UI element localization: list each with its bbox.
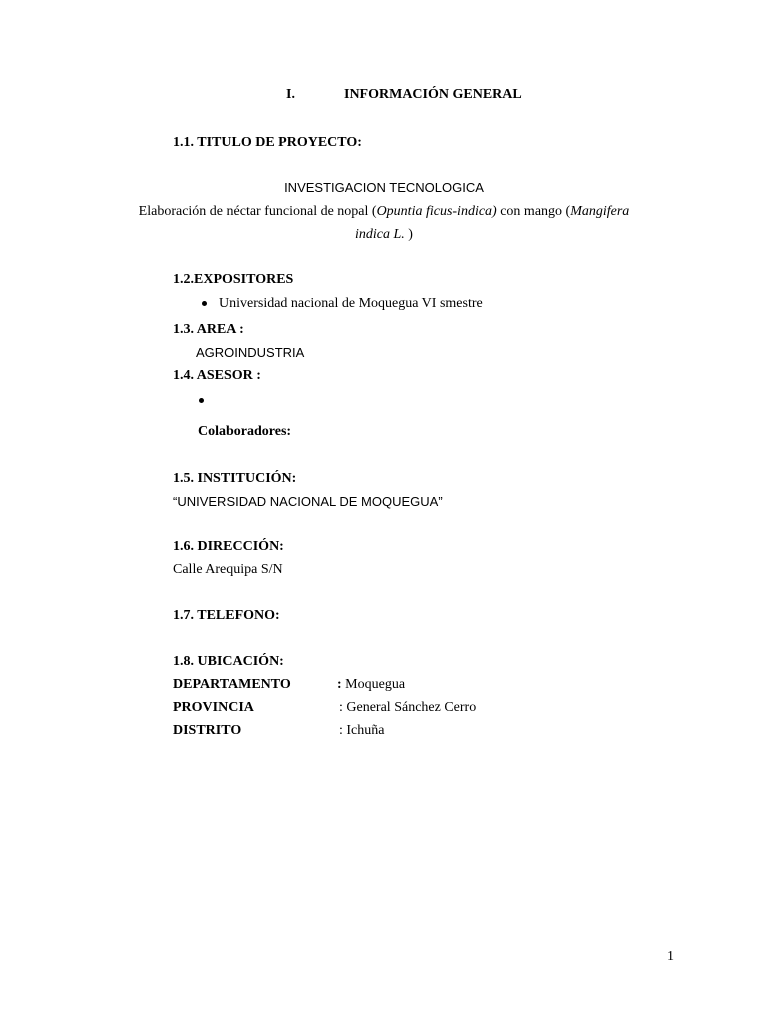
- project-type: INVESTIGACION TECNOLOGICA: [284, 180, 484, 195]
- species-name-mango-part2: indica L.: [355, 227, 405, 242]
- section-1-1-heading: 1.1. TITULO DE PROYECTO:: [173, 135, 362, 150]
- project-title-text-c: ): [404, 227, 413, 242]
- project-title-text-b: con mango (: [496, 204, 571, 219]
- expositor-item: Universidad nacional de Moquegua VI smestre: [219, 296, 483, 311]
- section-number: I.: [286, 87, 295, 102]
- species-name-nopal: Opuntia ficus-indica): [376, 204, 497, 219]
- bullet-icon: [199, 398, 204, 403]
- department-label: DEPARTAMENTO: [173, 677, 291, 692]
- project-title-line2: [0, 226, 768, 244]
- district-label: DISTRITO: [173, 723, 242, 738]
- province-value: : General Sánchez Cerro: [339, 700, 477, 715]
- address-value: Calle Arequipa S/N: [173, 562, 283, 577]
- district-value: : Ichuña: [339, 723, 385, 738]
- project-title-line1: [0, 203, 768, 221]
- department-value: [337, 676, 405, 694]
- collaborators-label: Colaboradores:: [198, 424, 292, 439]
- section-1-8-heading: 1.8. UBICACIÓN:: [173, 654, 284, 669]
- institution-value: “UNIVERSIDAD NACIONAL DE MOQUEGUA”: [173, 494, 443, 509]
- project-title-text-a: Elaboración de néctar funcional de nopal (: [138, 204, 377, 219]
- section-1-5-heading: 1.5. INSTITUCIÓN:: [173, 471, 297, 486]
- province-label: PROVINCIA: [173, 700, 254, 715]
- page-title: INFORMACIÓN GENERAL: [344, 87, 522, 102]
- bullet-icon: [202, 301, 207, 306]
- section-1-2-heading: 1.2.EXPOSITORES: [173, 272, 294, 287]
- department-name: Moquegua: [341, 677, 406, 692]
- area-value: AGROINDUSTRIA: [196, 345, 305, 360]
- section-1-3-heading: 1.3. AREA :: [173, 322, 244, 337]
- species-name-mango-part1: Mangifera: [570, 204, 630, 219]
- section-1-7-heading: 1.7. TELEFONO:: [173, 608, 280, 623]
- section-1-4-heading: 1.4. ASESOR :: [173, 368, 261, 383]
- page-number: 1: [667, 949, 674, 964]
- department-colon: :: [337, 677, 342, 692]
- section-1-6-heading: 1.6. DIRECCIÓN:: [173, 539, 284, 554]
